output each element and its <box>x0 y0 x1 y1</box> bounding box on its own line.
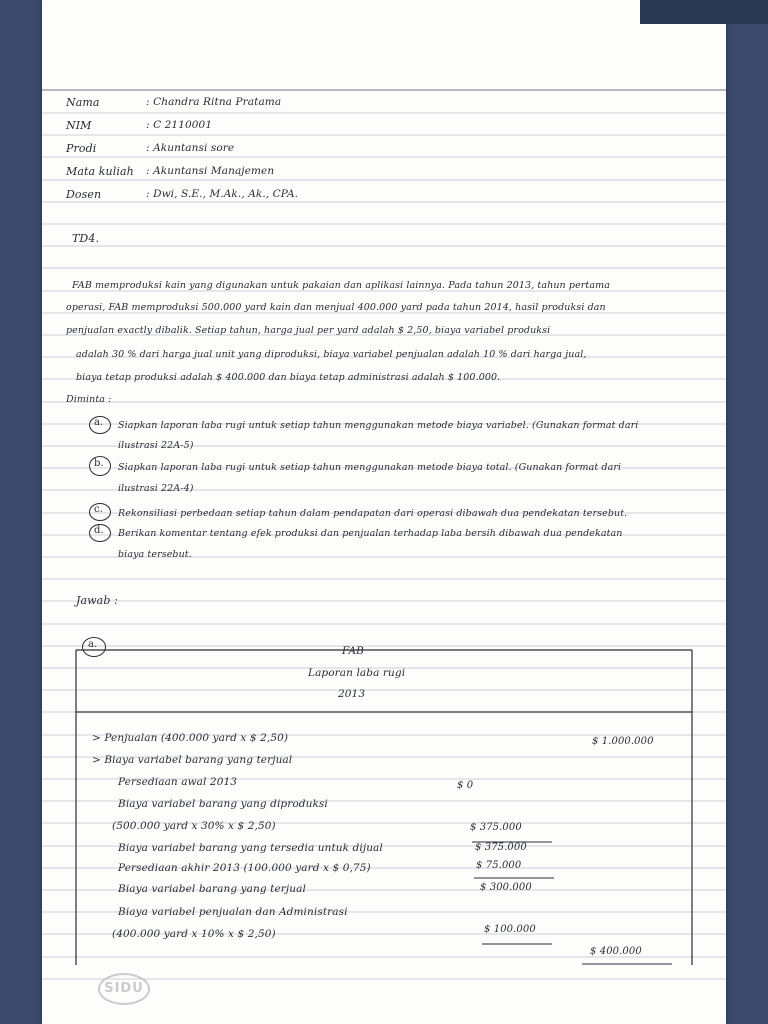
instruction-label: Diminta : <box>66 394 112 405</box>
problem-line: operasi, FAB memproduksi 500.000 yard kain dan menjual 400.000 yard pada tahun 2014, hasil produksi dan <box>66 302 606 313</box>
statement-row-right: $ 1.000.000 <box>592 736 654 747</box>
statement-year: 2013 <box>338 688 366 700</box>
statement-marker: a. <box>88 639 98 650</box>
statement-company: FAB <box>342 645 364 657</box>
sidu-watermark: SIDU <box>98 973 150 1005</box>
nama-label: Nama <box>66 96 100 109</box>
matkul-label: Mata kuliah <box>66 165 134 178</box>
statement-title: Laporan laba rugi <box>308 667 406 679</box>
statement-row-label: Biaya variabel barang yang diproduksi <box>118 798 328 810</box>
question-a-marker: a. <box>94 417 104 428</box>
nim-label: NIM <box>66 119 92 132</box>
dosen-value: : Dwi, S.E., M.Ak., Ak., CPA. <box>146 188 299 200</box>
question-b-text: Siapkan laporan laba rugi untuk setiap tahun menggunakan metode biaya total. (Gunakan format dari <box>118 462 622 473</box>
question-c-text: Rekonsiliasi perbedaan setiap tahun dalam pendapatan dari operasi dibawah dua pendekatan tersebut. <box>118 508 628 519</box>
problem-line: biaya tetap produksi adalah $ 400.000 dan biaya tetap administrasi adalah $ 100.000. <box>76 372 501 383</box>
nama-value: : Chandra Ritna Pratama <box>146 96 282 108</box>
statement-row-label: Persediaan akhir 2013 (100.000 yard x $ 0,75) <box>118 862 371 874</box>
statement-row-label: (500.000 yard x 30% x $ 2,50) <box>112 820 276 832</box>
problem-line: adalah 30 % dari harga jual unit yang diproduksi, biaya variabel penjualan adalah 10 % dari harga jual, <box>76 349 587 360</box>
background-corner <box>640 0 768 24</box>
prodi-value: : Akuntansi sore <box>146 142 235 154</box>
statement-row-mid: $ 100.000 <box>484 924 536 935</box>
question-d-text: Berikan komentar tentang efek produksi dan penjualan terhadap laba bersih dibawah dua pendekatan <box>118 528 623 539</box>
answer-label: Jawab : <box>76 594 118 607</box>
statement-row-mid: $ 300.000 <box>480 882 532 893</box>
question-b-text-2: ilustrasi 22A-4) <box>118 483 194 494</box>
matkul-value: : Akuntansi Manajemen <box>146 165 275 177</box>
statement-row-mid: $ 375.000 <box>470 822 522 833</box>
question-a-text-2: ilustrasi 22A-5) <box>118 440 194 451</box>
notebook-page <box>42 0 726 1024</box>
question-b-marker: b. <box>94 458 104 469</box>
nim-value: : C 2110001 <box>146 119 213 131</box>
dosen-label: Dosen <box>66 188 102 201</box>
statement-row-label: Biaya variabel penjualan dan Administrasi <box>118 906 348 918</box>
statement-row-mid: $ 75.000 <box>476 860 522 871</box>
question-a-text: Siapkan laporan laba rugi untuk setiap tahun menggunakan metode biaya variabel. (Gunakan format dari <box>118 420 639 431</box>
statement-row-label: Biaya variabel barang yang tersedia untuk dijual <box>118 842 383 854</box>
statement-row-right: $ 400.000 <box>590 946 642 957</box>
statement-row-mid: $ 375.000 <box>475 842 527 853</box>
question-d-marker: d. <box>94 525 104 536</box>
problem-number: TD4. <box>72 232 100 245</box>
question-c-marker: c. <box>94 504 103 515</box>
problem-line: penjualan exactly dibalik. Setiap tahun, harga jual per yard adalah $ 2,50, biaya variabel produksi <box>66 325 551 336</box>
statement-row-label: Biaya variabel barang yang terjual <box>118 883 306 895</box>
prodi-label: Prodi <box>66 142 97 155</box>
statement-row-label: Persediaan awal 2013 <box>118 776 238 788</box>
question-d-text-2: biaya tersebut. <box>118 549 192 560</box>
statement-row-label: > Penjualan (400.000 yard x $ 2,50) <box>92 732 289 744</box>
statement-row-label: (400.000 yard x 10% x $ 2,50) <box>112 928 276 940</box>
statement-row-mid: $ 0 <box>457 780 474 791</box>
statement-row-label: > Biaya variabel barang yang terjual <box>92 754 293 766</box>
problem-line: FAB memproduksi kain yang digunakan untuk pakaian dan aplikasi lainnya. Pada tahun 2013, tahun pertama <box>72 280 610 291</box>
